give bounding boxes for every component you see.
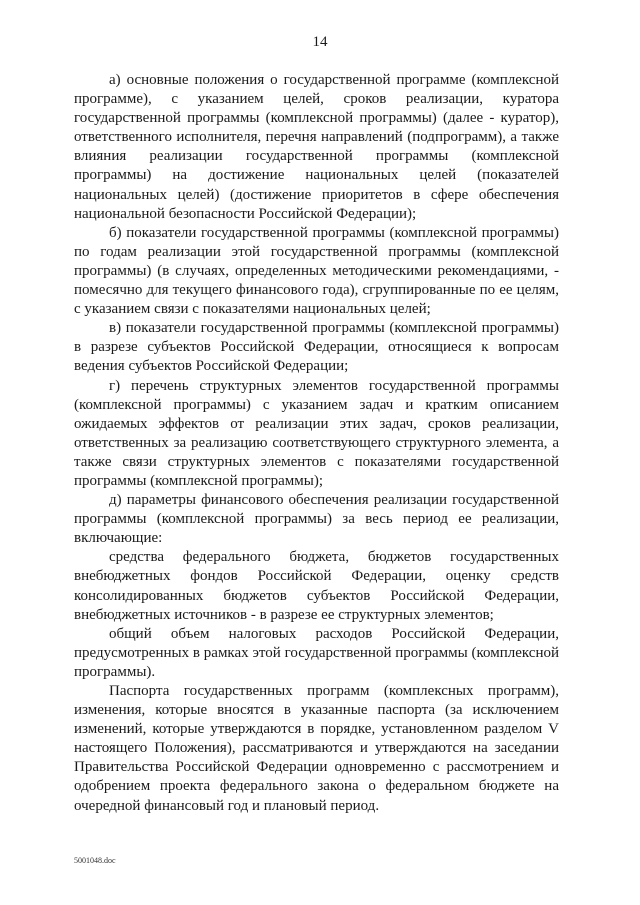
paragraph-b: б) показатели государственной программы (комплексной программы) по годам реализации этой государственной программы (комплексной программы) (в случаях, определенных методическими рекомендациями, - помесячно для текущего финансового года), сгруппированные по ее целям, с указанием связи с показателями национальных целей;: [74, 224, 559, 318]
paragraph-passports: Паспорта государственных программ (комплексных программ), изменения, которые вносятся в указанные паспорта (за исключением изменений, которые утверждаются в порядке, установленном разделом V настоящего Положения), рассматриваются и утверждаются на заседании Правительства Российской Федерации одновременно с рассмотрением и одобрением проекта федерального закона о федеральном бюджете на очередной финансовый год и плановый период.: [74, 683, 559, 814]
paragraph-v: в) показатели государственной программы (комплексной программы) в разрезе субъектов Российской Федерации, относящиеся к вопросам ведения субъектов Российской Федерации;: [74, 320, 559, 375]
paragraph-g: г) перечень структурных элементов государственной программы (комплексной программы) с указанием задач и кратким описанием ожидаемых эффектов от реализации этих задач, сроков реализации, ответственных за реализацию соответствующего структурного элемента, а также связи структурных элементов с показателями государственной программы (комплексной программы);: [74, 377, 559, 489]
page-number: 14: [312, 34, 328, 50]
paragraph-a: а) основные положения о государственной программе (комплексной программе), с указанием целей, сроков реализации, куратора государственной программы (комплексной программы) (далее - куратор), ответственного исполнителя, перечня направлений (подпрограмм), а также влияния реализации государственной программы (комплексной программы) на достижение национальных целей (показателей национальных целей) (достижение приоритетов в сфере обеспечения национальной безопасности Российской Федерации);: [74, 72, 559, 222]
footer-file-id: 5001048.doc: [74, 856, 116, 865]
paragraph-d: д) параметры финансового обеспечения реализации государственной программы (комплексной программы) за весь период ее реализации, включающие:: [74, 492, 559, 547]
paragraph-d-item-2: общий объем налоговых расходов Российской Федерации, предусмотренных в рамках этой государственной программы (комплексной программы).: [74, 625, 559, 680]
document-body: [74, 71, 559, 816]
paragraph-d-item-1: средства федерального бюджета, бюджетов государственных внебюджетных фондов Российской Федерации, оценку средств консолидированных бюджетов субъектов Российской Федерации, внебюджетных источников - в разрезе ее структурных элементов;: [74, 549, 559, 623]
